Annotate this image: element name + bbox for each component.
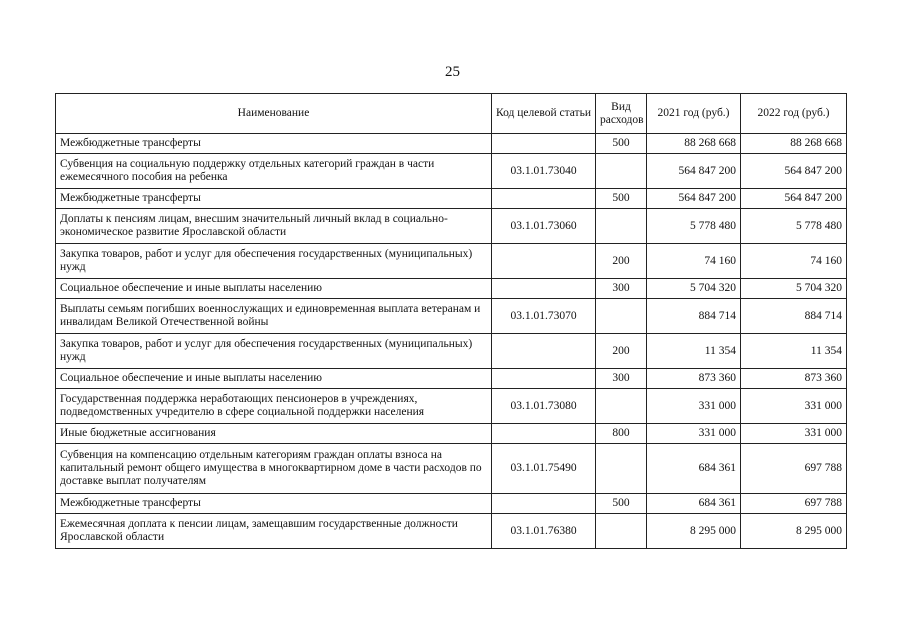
cell-kind: [596, 299, 647, 334]
header-kind: Вид расходов: [596, 94, 647, 134]
cell-kind: 200: [596, 244, 647, 279]
table-row: [56, 389, 847, 424]
cell-year-2022: 5 704 320: [741, 279, 847, 299]
cell-code: [492, 244, 596, 279]
cell-code: [492, 334, 596, 369]
cell-year-2021: 684 361: [647, 494, 741, 514]
table-row: [56, 514, 847, 549]
header-code: Код целевой статьи: [492, 94, 596, 134]
page-number: 25: [445, 64, 460, 80]
cell-year-2022: 5 778 480: [741, 209, 847, 244]
cell-code: 03.1.01.73080: [492, 389, 596, 424]
cell-year-2022: 697 788: [741, 444, 847, 494]
cell-name: Межбюджетные трансферты: [56, 189, 492, 209]
cell-kind: 800: [596, 424, 647, 444]
budget-table: [55, 93, 847, 549]
cell-code: 03.1.01.73070: [492, 299, 596, 334]
cell-year-2022: 11 354: [741, 334, 847, 369]
table-row: [56, 189, 847, 209]
cell-year-2022: 564 847 200: [741, 189, 847, 209]
cell-name: Иные бюджетные ассигнования: [56, 424, 492, 444]
cell-name: Выплаты семьям погибших военнослужащих и единовременная выплата ветеранам и инвалидам Великой Отечественной войны: [56, 299, 492, 334]
cell-year-2021: 564 847 200: [647, 154, 741, 189]
cell-year-2022: 564 847 200: [741, 154, 847, 189]
cell-kind: 500: [596, 134, 647, 154]
header-year-2021: 2021 год (руб.): [647, 94, 741, 134]
table-row: [56, 299, 847, 334]
header-row: [56, 94, 847, 134]
cell-name: Субвенция на компенсацию отдельным категориям граждан оплаты взноса на капитальный ремонт общего имущества в многоквартирном доме в части расходов по доставке выплат получателям: [56, 444, 492, 494]
cell-year-2022: 331 000: [741, 389, 847, 424]
cell-code: [492, 424, 596, 444]
cell-kind: [596, 389, 647, 424]
header-name: Наименование: [56, 94, 492, 134]
cell-name: Социальное обеспечение и иные выплаты населению: [56, 279, 492, 299]
cell-year-2021: 564 847 200: [647, 189, 741, 209]
cell-kind: [596, 514, 647, 549]
cell-name: Ежемесячная доплата к пенсии лицам, замещавшим государственные должности Ярославской области: [56, 514, 492, 549]
table-row: [56, 444, 847, 494]
cell-year-2021: 684 361: [647, 444, 741, 494]
table-row: [56, 154, 847, 189]
table-row: [56, 134, 847, 154]
table-row: [56, 369, 847, 389]
cell-year-2022: 873 360: [741, 369, 847, 389]
cell-code: [492, 369, 596, 389]
cell-kind: [596, 209, 647, 244]
cell-year-2022: 884 714: [741, 299, 847, 334]
cell-year-2021: 331 000: [647, 389, 741, 424]
table-header: [56, 94, 847, 134]
cell-code: [492, 494, 596, 514]
cell-name: Доплаты к пенсиям лицам, внесшим значительный личный вклад в социально-экономическое развитие Ярославской области: [56, 209, 492, 244]
cell-year-2022: 331 000: [741, 424, 847, 444]
cell-code: 03.1.01.75490: [492, 444, 596, 494]
cell-kind: 200: [596, 334, 647, 369]
cell-name: Социальное обеспечение и иные выплаты населению: [56, 369, 492, 389]
cell-name: Государственная поддержка неработающих пенсионеров в учреждениях, подведомственных учредителю в сфере социальной поддержки населения: [56, 389, 492, 424]
cell-year-2022: 88 268 668: [741, 134, 847, 154]
cell-code: [492, 134, 596, 154]
table-row: [56, 279, 847, 299]
cell-code: 03.1.01.73040: [492, 154, 596, 189]
cell-year-2021: 5 778 480: [647, 209, 741, 244]
cell-year-2022: 8 295 000: [741, 514, 847, 549]
cell-year-2021: 88 268 668: [647, 134, 741, 154]
cell-year-2021: 884 714: [647, 299, 741, 334]
cell-code: [492, 279, 596, 299]
cell-year-2021: 331 000: [647, 424, 741, 444]
cell-name: Межбюджетные трансферты: [56, 134, 492, 154]
cell-code: 03.1.01.73060: [492, 209, 596, 244]
table-row: [56, 494, 847, 514]
cell-year-2021: 11 354: [647, 334, 741, 369]
table-row: [56, 244, 847, 279]
cell-kind: [596, 444, 647, 494]
cell-name: Закупка товаров, работ и услуг для обеспечения государственных (муниципальных) нужд: [56, 244, 492, 279]
cell-kind: 500: [596, 494, 647, 514]
cell-name: Закупка товаров, работ и услуг для обеспечения государственных (муниципальных) нужд: [56, 334, 492, 369]
header-year-2022: 2022 год (руб.): [741, 94, 847, 134]
table-body: [56, 134, 847, 549]
cell-year-2021: 74 160: [647, 244, 741, 279]
cell-kind: 300: [596, 279, 647, 299]
table-row: [56, 424, 847, 444]
cell-kind: [596, 154, 647, 189]
cell-year-2021: 873 360: [647, 369, 741, 389]
cell-year-2022: 74 160: [741, 244, 847, 279]
cell-year-2022: 697 788: [741, 494, 847, 514]
cell-name: Субвенция на социальную поддержку отдельных категорий граждан в части ежемесячного пособия на ребенка: [56, 154, 492, 189]
cell-kind: 300: [596, 369, 647, 389]
table-row: [56, 209, 847, 244]
cell-code: [492, 189, 596, 209]
cell-kind: 500: [596, 189, 647, 209]
cell-name: Межбюджетные трансферты: [56, 494, 492, 514]
table-row: [56, 334, 847, 369]
cell-code: 03.1.01.76380: [492, 514, 596, 549]
cell-year-2021: 8 295 000: [647, 514, 741, 549]
cell-year-2021: 5 704 320: [647, 279, 741, 299]
